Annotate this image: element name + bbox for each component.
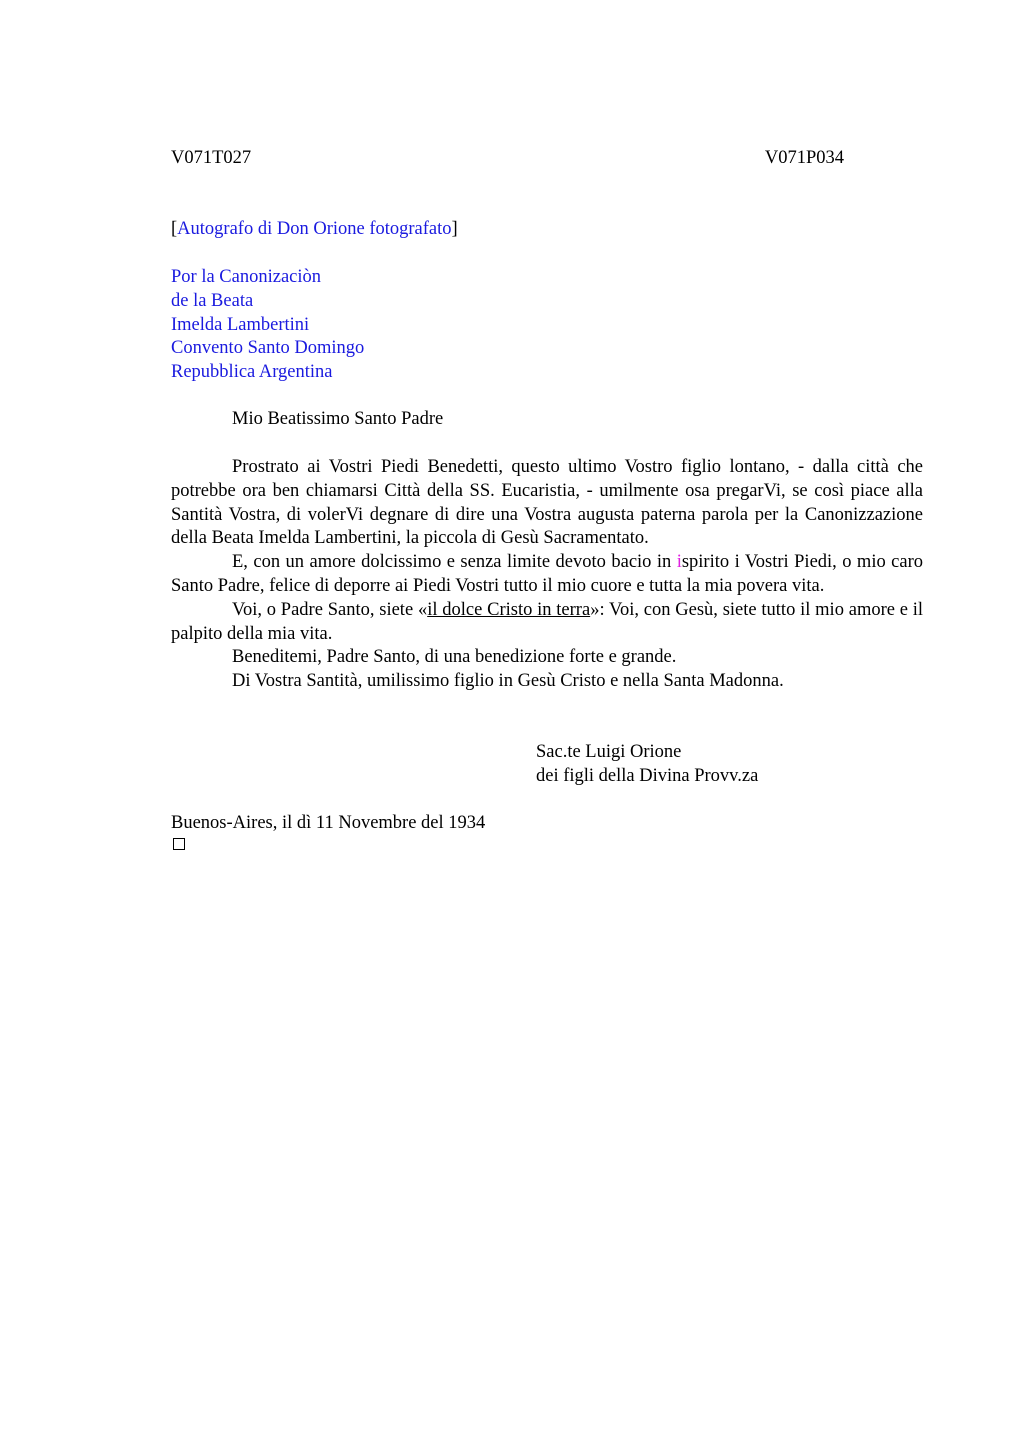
underlined-quote: il dolce Cristo in terra [427, 599, 591, 620]
correction-mark: i [676, 552, 682, 573]
editorial-note [171, 218, 458, 240]
letter-body [171, 456, 923, 694]
note-text: Autografo di Don Orione fotografato [177, 219, 452, 239]
signature-block [536, 741, 758, 789]
dedication-line: Repubblica Argentina [171, 362, 333, 383]
dedication-line: de la Beata [171, 290, 254, 311]
paragraph-text: Voi, o Padre Santo, siete « [232, 599, 428, 620]
end-marker-box [173, 838, 185, 850]
dedication-line: Convento Santo Domingo [171, 338, 365, 359]
paragraph: Prostrato ai Vostri Piedi Benedetti, questo ultimo Vostro figlio lontano, - dalla città che potrebbe ora ben chiamarsi Città della SS. Eucaristia, - umilmente osa pregarVi, se così piace alla Santità Vostra, di volerVi degnare di dire una Vostra augusta paterna parola per la Canonizzazione della Beata Imelda Lambertini, la piccola di Gesù Sacramentato. [171, 457, 923, 549]
note-close-bracket: ] [451, 219, 458, 239]
paragraph-text: »: Voi, con Gesù, siete tutto il mio amore e il palpito della mia vita. [171, 599, 924, 644]
paragraph-text: E, con un amore dolcissimo e senza limite devoto bacio in [232, 552, 677, 573]
place-date: Buenos-Aires, il dì 11 Novembre del 1934 [171, 813, 486, 833]
paragraph-text: spirito i Vostri Piedi, o mio caro Santo Padre, felice di deporre ai Piedi Vostri tutto il mio cuore e tutta la mia povera vita. [171, 552, 923, 596]
signature-name: Sac.te Luigi Orione [536, 742, 682, 762]
salutation: Mio Beatissimo Santo Padre [232, 409, 444, 429]
dedication-line: Imelda Lambertini [171, 314, 310, 335]
dedication-line: Por la Canonizaciòn [171, 267, 322, 287]
paragraph [171, 599, 923, 647]
note-open-bracket: [ [171, 219, 178, 239]
paragraph: Di Vostra Santità, umilissimo figlio in Gesù Cristo e nella Santa Madonna. [232, 671, 784, 692]
dedication-block [171, 266, 364, 385]
paragraph: Beneditemi, Padre Santo, di una benedizione forte e grande. [232, 647, 677, 668]
signature-title: dei figli della Divina Provv.za [536, 765, 759, 786]
volume-text-code: V071T027 [171, 148, 252, 168]
paragraph [171, 551, 923, 599]
volume-page-code: V071P034 [764, 148, 844, 168]
